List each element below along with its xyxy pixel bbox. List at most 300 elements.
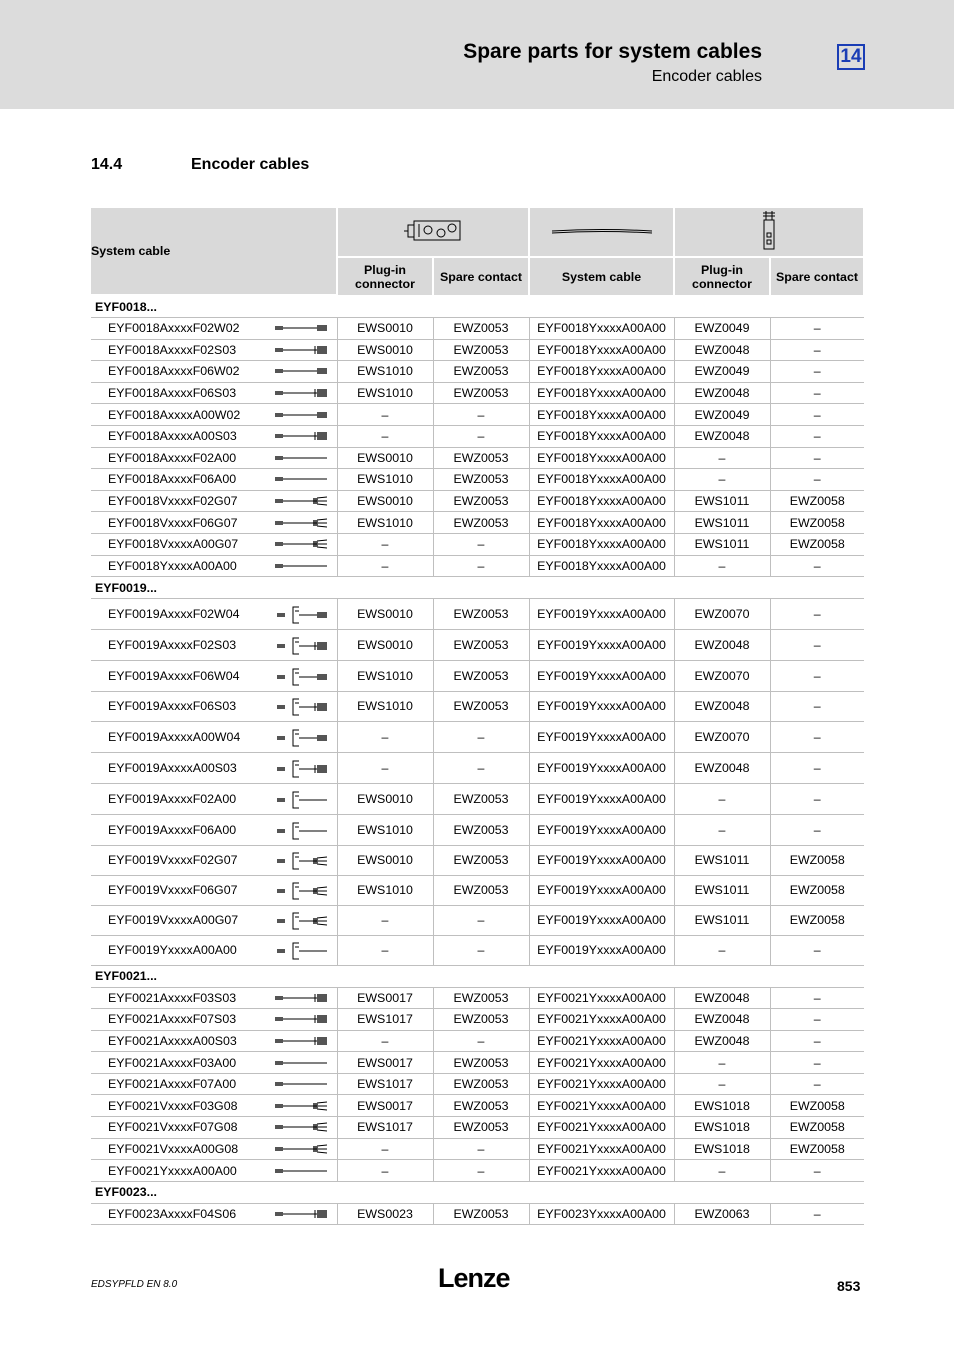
system-cable-cell: EYF0021YxxxxA00A00 [529,1160,674,1182]
plugin-connector-2-cell: EWZ0070 [674,660,770,691]
plug-connector-icon [760,211,778,251]
system-cable-cell: EYF0018YxxxxA00A00 [529,361,674,383]
spare-contact-cell: EWZ0053 [433,361,529,383]
icon-cell [266,555,337,577]
plugin-connector-cell: – [337,905,433,935]
plugin-connector-2-cell: EWZ0070 [674,722,770,753]
icon-cell [266,1052,337,1074]
table-row [91,1073,864,1095]
plugin-connector-cell: – [337,1030,433,1052]
section-number: 14.4 [91,156,123,173]
plugin-connector-cell: – [337,1160,433,1182]
icon-cell [266,599,337,630]
spare-contact-2-cell: – [770,599,864,630]
plugin-connector-cell: EWS0010 [337,339,433,361]
plugin-connector-cell: EWS1017 [337,1117,433,1139]
plugin-connector-2-cell: EWS1011 [674,875,770,905]
system-cable-cell: EYF0019YxxxxA00A00 [529,875,674,905]
plugin-connector-2-cell: – [674,555,770,577]
spare-contact-2-cell: – [770,1009,864,1031]
system-cable-cell: EYF0021YxxxxA00A00 [529,1052,674,1074]
table-row [91,845,864,875]
group-row [91,295,864,318]
cable-code-cell: EYF0021AxxxxA00S03 [91,1030,266,1052]
icon-cell [266,425,337,447]
plugin-connector-cell: EWS0017 [337,987,433,1009]
plugin-connector-cell: – [337,722,433,753]
cable-schematic-icon [273,724,329,750]
cable-code-cell: EYF0018VxxxxA00G07 [91,533,266,555]
plugin-connector-2-cell: EWZ0048 [674,753,770,784]
spare-contact-cell: EWZ0053 [433,1117,529,1139]
connector-picture-cell [337,208,529,257]
cable-schematic-icon [273,632,329,658]
icon-cell [266,875,337,905]
spare-contact-2-cell: – [770,469,864,491]
system-cable-cell: EYF0018YxxxxA00A00 [529,447,674,469]
system-cable-cell: EYF0019YxxxxA00A00 [529,660,674,691]
system-cable-cell: EYF0023YxxxxA00A00 [529,1203,674,1225]
system-cable-cell: EYF0021YxxxxA00A00 [529,1009,674,1031]
cable-code-cell: EYF0019AxxxxF06S03 [91,691,266,722]
system-cable-cell: EYF0018YxxxxA00A00 [529,382,674,404]
table-row [91,1009,864,1031]
plugin-connector-cell: – [337,753,433,784]
cable-code-cell: EYF0021VxxxxF07G08 [91,1117,266,1139]
cable-code-cell: EYF0021VxxxxF03G08 [91,1095,266,1117]
plugin-connector-cell: EWS1017 [337,1073,433,1095]
spare-contact-cell: – [433,404,529,426]
spare-contact-cell: EWZ0053 [433,1009,529,1031]
spare-contact-cell: EWZ0053 [433,629,529,660]
system-cable-icon [550,226,654,236]
spare-contact-2-cell: – [770,629,864,660]
cable-schematic-icon [273,601,329,627]
cable-code-cell: EYF0019AxxxxF02A00 [91,783,266,814]
system-cable-cell: EYF0018YxxxxA00A00 [529,533,674,555]
table-row [91,404,864,426]
cable-code-cell: EYF0018AxxxxF02S03 [91,339,266,361]
system-cable-cell: EYF0018YxxxxA00A00 [529,555,674,577]
icon-cell [266,318,337,340]
spare-contact-cell: EWZ0053 [433,1052,529,1074]
icon-cell [266,1203,337,1225]
spare-contact-cell: – [433,533,529,555]
plugin-connector-2-cell: – [674,469,770,491]
plugin-connector-cell: EWS0010 [337,490,433,512]
spare-contact-2-cell: EWZ0058 [770,512,864,534]
group-label: EYF0018... [91,295,864,318]
cable-schematic-icon [273,322,329,334]
header-plugin-connector-1: Plug-in connector [337,257,433,295]
encoder-connector-icon [404,218,462,244]
plugin-connector-cell: EWS1010 [337,814,433,845]
spare-contact-cell: EWZ0053 [433,447,529,469]
cable-code-cell: EYF0018VxxxxF06G07 [91,512,266,534]
plug-picture-cell [674,208,864,257]
spare-contact-2-cell: – [770,339,864,361]
spare-contact-cell: EWZ0053 [433,783,529,814]
spare-contact-cell: – [433,1030,529,1052]
spare-contact-cell: EWZ0053 [433,845,529,875]
spare-contact-cell: – [433,935,529,965]
spare-contact-2-cell: EWZ0058 [770,1117,864,1139]
plugin-connector-2-cell: EWZ0070 [674,599,770,630]
plugin-connector-2-cell: EWZ0048 [674,1030,770,1052]
cable-schematic-icon [273,755,329,781]
table-row [91,660,864,691]
table-row [91,361,864,383]
page-number: 853 [837,1278,861,1294]
icon-cell [266,691,337,722]
plugin-connector-cell: – [337,1138,433,1160]
plugin-connector-cell: EWS1010 [337,660,433,691]
cable-code-cell: EYF0019AxxxxA00W04 [91,722,266,753]
spare-contact-2-cell: – [770,447,864,469]
cable-schematic-icon [273,937,329,963]
cable-schematic-icon [273,817,329,843]
plugin-connector-2-cell: EWZ0048 [674,339,770,361]
system-cable-cell: EYF0018YxxxxA00A00 [529,425,674,447]
spare-contact-cell: – [433,753,529,784]
icon-cell [266,753,337,784]
cable-picture-cell [529,208,674,257]
cable-code-cell: EYF0021VxxxxA00G08 [91,1138,266,1160]
plugin-connector-cell: EWS0010 [337,447,433,469]
system-cable-cell: EYF0021YxxxxA00A00 [529,1073,674,1095]
plugin-connector-2-cell: EWZ0063 [674,1203,770,1225]
spare-contact-cell: – [433,1138,529,1160]
header-spare-contact-2: Spare contact [770,257,864,295]
plugin-connector-cell: EWS1010 [337,361,433,383]
plugin-connector-cell: EWS0017 [337,1052,433,1074]
plugin-connector-2-cell: EWS1011 [674,490,770,512]
spare-contact-2-cell: – [770,404,864,426]
cable-schematic-icon [273,409,329,421]
page-subtitle: Encoder cables [651,68,762,85]
group-label: EYF0023... [91,1181,864,1203]
cable-schematic-icon [273,1057,329,1069]
cable-code-cell: EYF0021AxxxxF03S03 [91,987,266,1009]
cable-schematic-icon [273,365,329,377]
spare-contact-2-cell: – [770,1160,864,1182]
system-cable-cell: EYF0018YxxxxA00A00 [529,318,674,340]
plugin-connector-2-cell: EWZ0048 [674,629,770,660]
cable-code-cell: EYF0021AxxxxF07A00 [91,1073,266,1095]
icon-cell [266,447,337,469]
spare-contact-cell: EWZ0053 [433,1073,529,1095]
spare-contact-2-cell: EWZ0058 [770,845,864,875]
cable-code-cell: EYF0019AxxxxF06W04 [91,660,266,691]
cable-code-cell: EYF0019VxxxxF06G07 [91,875,266,905]
system-cable-cell: EYF0019YxxxxA00A00 [529,905,674,935]
plugin-connector-2-cell: EWS1018 [674,1095,770,1117]
plugin-connector-2-cell: – [674,1052,770,1074]
table-row [91,1138,864,1160]
group-row [91,965,864,987]
table-row [91,469,864,491]
cable-code-cell: EYF0019AxxxxF06A00 [91,814,266,845]
system-cable-cell: EYF0019YxxxxA00A00 [529,783,674,814]
cable-schematic-icon [273,1165,329,1177]
icon-cell [266,905,337,935]
cable-schematic-icon [273,1208,329,1220]
system-cable-cell: EYF0021YxxxxA00A00 [529,1095,674,1117]
plugin-connector-2-cell: EWS1018 [674,1117,770,1139]
spare-contact-2-cell: EWZ0058 [770,490,864,512]
plugin-connector-cell: – [337,533,433,555]
cable-code-cell: EYF0018VxxxxF02G07 [91,490,266,512]
spare-contact-cell: – [433,555,529,577]
plugin-connector-2-cell: EWZ0049 [674,404,770,426]
table-row [91,447,864,469]
spare-contact-2-cell: EWZ0058 [770,875,864,905]
plugin-connector-cell: – [337,425,433,447]
table-row [91,722,864,753]
plugin-connector-cell: EWS0010 [337,318,433,340]
icon-cell [266,1117,337,1139]
plugin-connector-2-cell: – [674,1160,770,1182]
icon-cell [266,1073,337,1095]
spare-contact-cell: EWZ0053 [433,599,529,630]
spare-contact-cell: EWZ0053 [433,490,529,512]
cable-code-cell: EYF0023AxxxxF04S06 [91,1203,266,1225]
cable-schematic-icon [273,693,329,719]
group-label: EYF0021... [91,965,864,987]
group-row [91,577,864,599]
plugin-connector-cell: – [337,935,433,965]
chapter-link[interactable]: 14 [837,44,865,70]
plugin-connector-cell: EWS1017 [337,1009,433,1031]
table-row [91,1052,864,1074]
icon-cell [266,629,337,660]
system-cable-cell: EYF0021YxxxxA00A00 [529,1138,674,1160]
spare-contact-cell: EWZ0053 [433,875,529,905]
spare-contact-2-cell: – [770,722,864,753]
table-row [91,382,864,404]
table-row [91,555,864,577]
spare-contact-cell: EWZ0053 [433,469,529,491]
cable-schematic-icon [273,1121,329,1133]
system-cable-cell: EYF0019YxxxxA00A00 [529,753,674,784]
spare-contact-cell: – [433,1160,529,1182]
table-row [91,905,864,935]
cable-schematic-icon [273,452,329,464]
icon-cell [266,1160,337,1182]
plugin-connector-2-cell: EWZ0049 [674,361,770,383]
spare-contact-2-cell: – [770,691,864,722]
plugin-connector-cell: EWS0010 [337,629,433,660]
plugin-connector-2-cell: – [674,447,770,469]
system-cable-cell: EYF0019YxxxxA00A00 [529,722,674,753]
system-cable-cell: EYF0019YxxxxA00A00 [529,629,674,660]
icon-cell [266,382,337,404]
plugin-connector-cell: EWS1010 [337,691,433,722]
cable-code-cell: EYF0021YxxxxA00A00 [91,1160,266,1182]
cable-schematic-icon [273,473,329,485]
spare-contact-2-cell: – [770,318,864,340]
system-cable-cell: EYF0018YxxxxA00A00 [529,512,674,534]
icon-cell [266,783,337,814]
cable-code-cell: EYF0018AxxxxF06S03 [91,382,266,404]
document-code: EDSYPFLD EN 8.0 [91,1279,178,1290]
section-title: Encoder cables [191,156,310,173]
cable-schematic-icon [273,847,329,873]
system-cable-cell: EYF0021YxxxxA00A00 [529,1030,674,1052]
icon-cell [266,1030,337,1052]
table-row [91,1095,864,1117]
cable-schematic-icon [273,1143,329,1155]
cable-schematic-icon [273,907,329,933]
cable-schematic-icon [273,1035,329,1047]
plugin-connector-2-cell: EWZ0048 [674,987,770,1009]
icon-cell [266,987,337,1009]
header-spare-contact-1: Spare contact [433,257,529,295]
cable-code-cell: EYF0021AxxxxF03A00 [91,1052,266,1074]
table-row [91,875,864,905]
plugin-connector-cell: EWS1010 [337,382,433,404]
table-row [91,425,864,447]
group-row [91,1181,864,1203]
spare-contact-cell: EWZ0053 [433,339,529,361]
spare-contact-cell: EWZ0053 [433,382,529,404]
icon-cell [266,361,337,383]
table-row [91,1160,864,1182]
cable-code-cell: EYF0019VxxxxA00G07 [91,905,266,935]
spare-contact-2-cell: – [770,1052,864,1074]
table-row [91,533,864,555]
spare-contact-2-cell: EWZ0058 [770,905,864,935]
cable-schematic-icon [273,1013,329,1025]
spare-contact-cell: EWZ0053 [433,660,529,691]
spare-contact-cell: EWZ0053 [433,691,529,722]
icon-cell [266,469,337,491]
cable-schematic-icon [273,538,329,550]
plugin-connector-cell: EWS1010 [337,875,433,905]
plugin-connector-cell: EWS0017 [337,1095,433,1117]
system-cable-cell: EYF0018YxxxxA00A00 [529,339,674,361]
cable-schematic-icon [273,517,329,529]
cable-schematic-icon [273,663,329,689]
system-cable-cell: EYF0019YxxxxA00A00 [529,691,674,722]
plugin-connector-cell: EWS0023 [337,1203,433,1225]
spare-contact-2-cell: – [770,1073,864,1095]
header-system-cable: System cable [91,208,337,295]
cable-schematic-icon [273,877,329,903]
table-row [91,339,864,361]
icon-cell [266,512,337,534]
icon-cell [266,1095,337,1117]
plugin-connector-cell: EWS0010 [337,599,433,630]
table-row [91,987,864,1009]
cable-schematic-icon [273,495,329,507]
icon-cell [266,845,337,875]
spare-contact-cell: – [433,425,529,447]
spare-contact-2-cell: – [770,935,864,965]
cable-code-cell: EYF0018AxxxxF02A00 [91,447,266,469]
plugin-connector-cell: EWS0010 [337,845,433,875]
spare-contact-2-cell: – [770,1030,864,1052]
icon-cell [266,490,337,512]
plugin-connector-2-cell: – [674,935,770,965]
spare-parts-table [91,208,865,1225]
spare-contact-2-cell: – [770,753,864,784]
table-row [91,1030,864,1052]
table-row [91,753,864,784]
plugin-connector-2-cell: EWS1011 [674,845,770,875]
header-plugin-connector-2: Plug-in connector [674,257,770,295]
page-title: Spare parts for system cables [463,40,762,63]
table-row [91,783,864,814]
cable-schematic-icon [273,1100,329,1112]
table-row [91,691,864,722]
plugin-connector-2-cell: – [674,1073,770,1095]
spare-contact-2-cell: – [770,783,864,814]
system-cable-cell: EYF0018YxxxxA00A00 [529,490,674,512]
plugin-connector-cell: EWS1010 [337,512,433,534]
table-row [91,1117,864,1139]
table-body [91,295,864,1225]
spare-contact-2-cell: EWZ0058 [770,1095,864,1117]
plugin-connector-cell: EWS0010 [337,783,433,814]
icon-cell [266,1009,337,1031]
plugin-connector-2-cell: – [674,783,770,814]
cable-schematic-icon [273,992,329,1004]
cable-code-cell: EYF0018AxxxxF06W02 [91,361,266,383]
table-row [91,512,864,534]
table-row [91,935,864,965]
table-row [91,599,864,630]
spare-contact-cell: – [433,722,529,753]
cable-code-cell: EYF0021AxxxxF07S03 [91,1009,266,1031]
system-cable-cell: EYF0018YxxxxA00A00 [529,469,674,491]
plugin-connector-cell: – [337,555,433,577]
lenze-logo: Lenze [438,1263,510,1293]
icon-cell [266,533,337,555]
spare-contact-2-cell: – [770,1203,864,1225]
plugin-connector-2-cell: – [674,814,770,845]
spare-contact-2-cell: – [770,425,864,447]
table-row [91,318,864,340]
spare-contact-cell: EWZ0053 [433,512,529,534]
cable-code-cell: EYF0018AxxxxF06A00 [91,469,266,491]
spare-contact-2-cell: EWZ0058 [770,1138,864,1160]
spare-contact-cell: EWZ0053 [433,318,529,340]
cable-code-cell: EYF0019AxxxxA00S03 [91,753,266,784]
table-row [91,629,864,660]
plugin-connector-2-cell: EWZ0048 [674,1009,770,1031]
plugin-connector-2-cell: EWZ0048 [674,382,770,404]
icon-cell [266,935,337,965]
plugin-connector-2-cell: EWZ0048 [674,691,770,722]
spare-contact-2-cell: – [770,660,864,691]
icon-cell [266,660,337,691]
system-cable-cell: EYF0021YxxxxA00A00 [529,987,674,1009]
spare-contact-cell: EWZ0053 [433,987,529,1009]
spare-contact-cell: EWZ0053 [433,1095,529,1117]
plugin-connector-2-cell: EWS1011 [674,512,770,534]
icon-cell [266,1138,337,1160]
system-cable-cell: EYF0019YxxxxA00A00 [529,935,674,965]
spare-contact-cell: EWZ0053 [433,814,529,845]
spare-contact-2-cell: – [770,987,864,1009]
plugin-connector-cell: – [337,404,433,426]
spare-contact-2-cell: – [770,361,864,383]
cable-schematic-icon [273,786,329,812]
plugin-connector-2-cell: EWS1018 [674,1138,770,1160]
plugin-connector-2-cell: EWS1011 [674,533,770,555]
plugin-connector-2-cell: EWZ0049 [674,318,770,340]
